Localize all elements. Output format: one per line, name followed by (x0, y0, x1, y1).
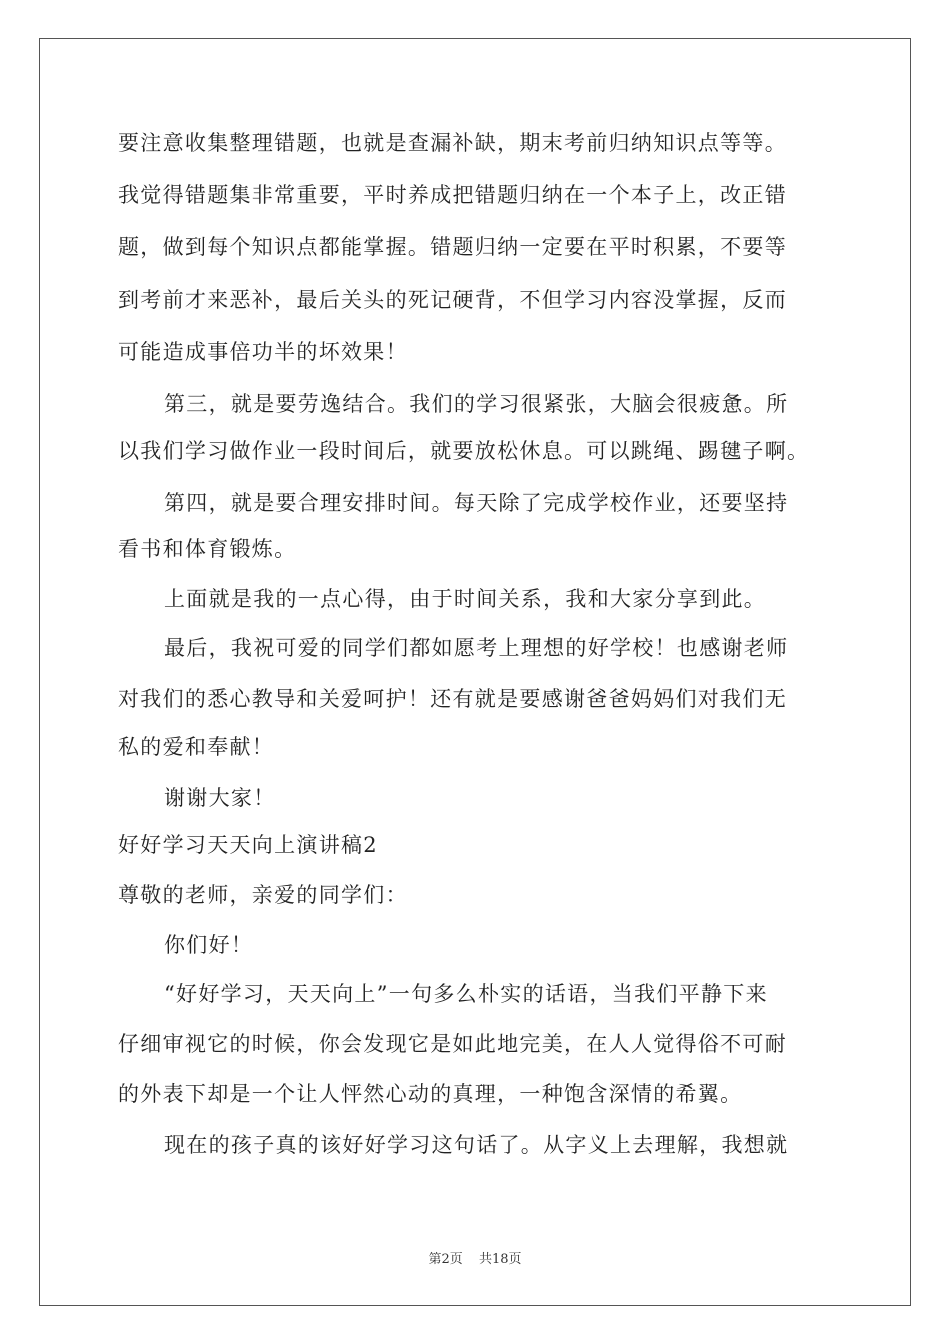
page-total: 共18页 (478, 1252, 522, 1267)
text-line: 可能造成事倍功半的坏效果！ (118, 340, 408, 364)
text-line: 题，做到每个知识点都能掌握。错题归纳一定要在平时积累，不要等 (118, 235, 787, 259)
text-line: 对我们的悉心教导和关爱呵护！还有就是要感谢爸爸妈妈们对我们无 (118, 687, 787, 711)
salutation: 尊敬的老师，亲爱的同学们： (118, 883, 408, 907)
paragraph-start-line: 最后，我祝可爱的同学们都如愿考上理想的好学校！也感谢老师 (164, 636, 789, 660)
paragraph-start-line: 第三，就是要劳逸结合。我们的学习很紧张，大脑会很疲惫。所 (164, 392, 789, 416)
paragraph-start-line: 上面就是我的一点心得，由于时间关系，我和大家分享到此。 (164, 587, 767, 611)
greeting: 你们好！ (164, 933, 254, 957)
text-line: 仔细审视它的时候，你会发现它是如此地完美，在人人觉得俗不可耐 (118, 1032, 787, 1056)
paragraph-start-line: “好好学习，天天向上”一句多么朴实的话语，当我们平静下来 (164, 982, 768, 1006)
text-line: 的外表下却是一个让人怦然心动的真理，一种饱含深情的希翼。 (118, 1082, 743, 1106)
text-line: 以我们学习做作业一段时间后，就要放松休息。可以跳绳、踢毽子啊。 (118, 439, 810, 463)
text-line: 看书和体育锻炼。 (118, 537, 297, 561)
closing-line: 谢谢大家！ (164, 786, 276, 810)
text-line: 到考前才来恶补，最后关头的死记硬背，不但学习内容没掌握，反而 (118, 288, 787, 312)
text-line: 私的爱和奉献！ (118, 735, 275, 759)
page-number: 第2页 (428, 1252, 463, 1267)
text-line: 我觉得错题集非常重要，平时养成把错题归纳在一个本子上，改正错 (118, 183, 787, 207)
page-footer (0, 1248, 950, 1267)
paragraph-start-line: 第四，就是要合理安排时间。每天除了完成学校作业，还要坚持 (164, 491, 789, 515)
text-line: 要注意收集整理错题，也就是查漏补缺，期末考前归纳知识点等等。 (118, 131, 787, 155)
section-title: 好好学习天天向上演讲稿2 (118, 833, 378, 857)
paragraph-start-line: 现在的孩子真的该好好学习这句话了。从字义上去理解，我想就 (164, 1133, 789, 1157)
page-border (39, 38, 911, 1306)
